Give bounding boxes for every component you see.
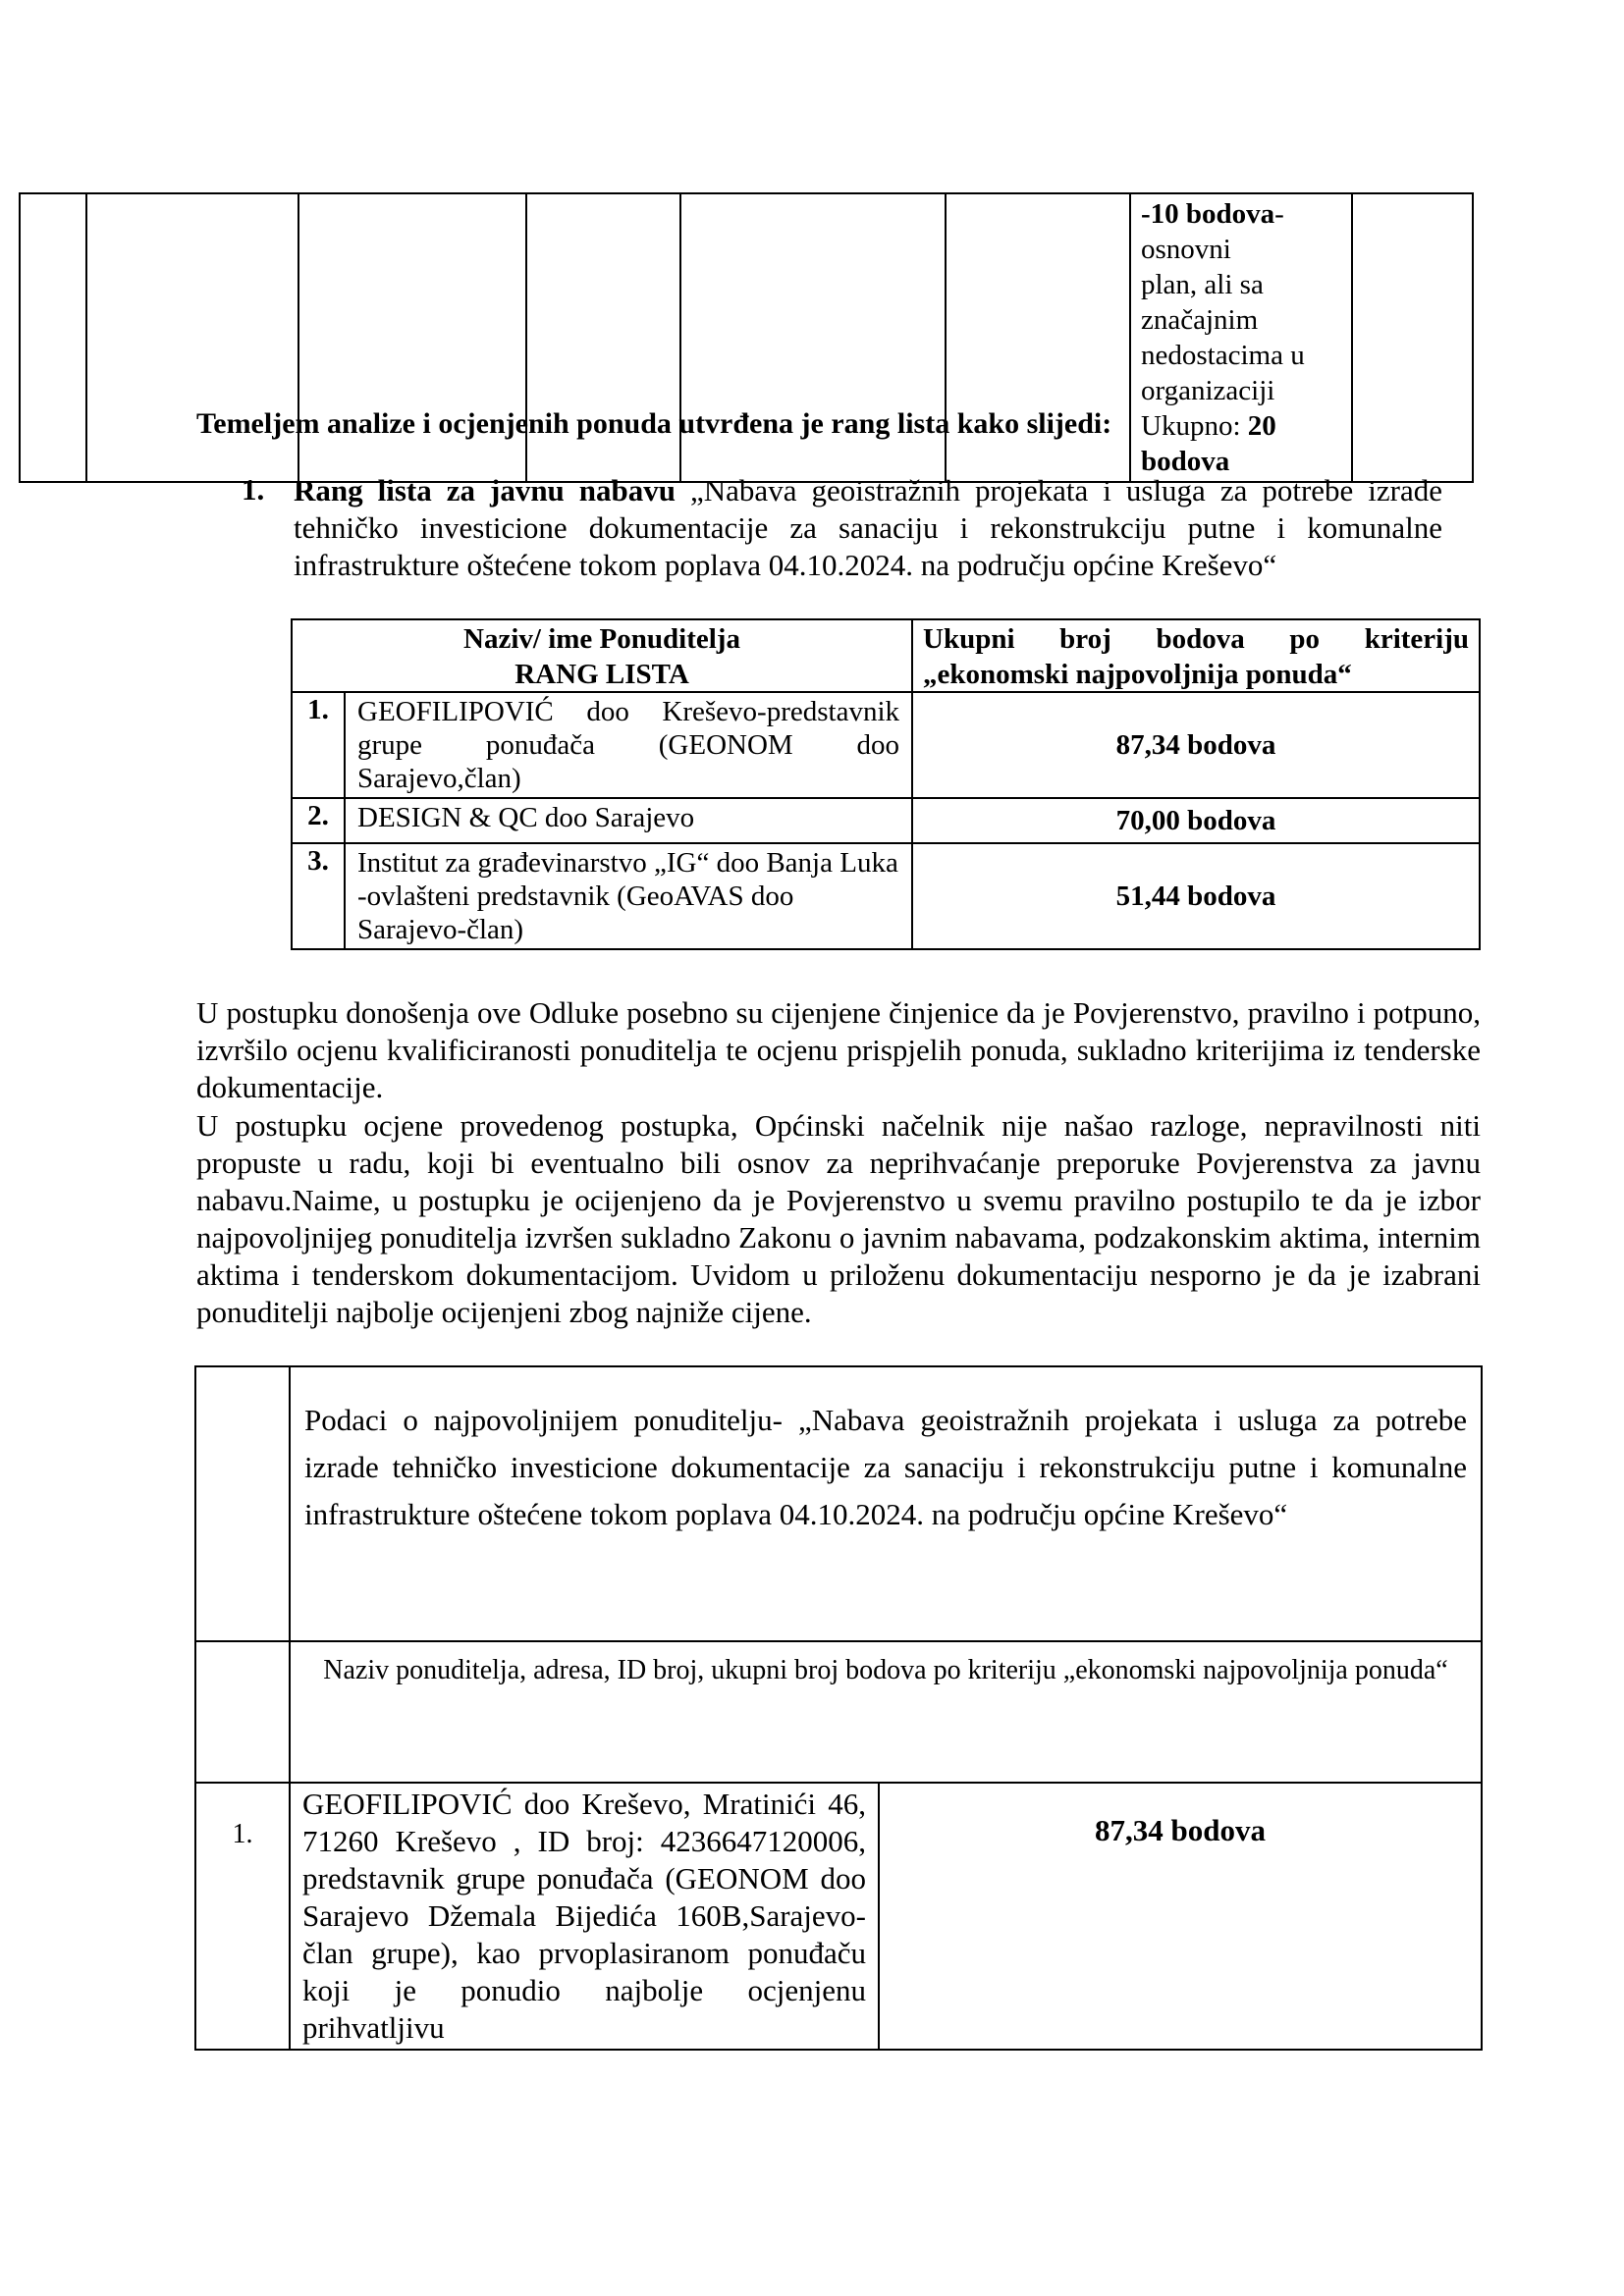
list-number: 1. xyxy=(242,472,265,507)
rank-num: 2. xyxy=(292,798,345,843)
paragraph: U postupku ocjene provedenog postupka, Općinski načelnik nije našao razloge, nepravilnosti niti propuste u radu, koji bi eventualno bili osnov za neprihvaćanje preporuke Povjerenstva za javnu nabavu.Naime, u postupku je ocijenjeno da je Povjerenstvo u svemu pravilno postupilo te da je izbor najpovoljnijeg ponuditelja izvršen sukladno Zakonu o javnim nabavama, podzakonskim aktima, internim aktima i tenderskom dokumentacijom. Uvidom u priloženu dokumentaciju nesporno je da je izabrani ponuditelji najbolje ocijenjeni zbog najniže cijene. xyxy=(196,1108,1481,1329)
best-bidder-subheader: Naziv ponuditelja, adresa, ID broj, ukupni broj bodova po kriteriju „ekonomski najpovoljnija ponuda“ xyxy=(290,1641,1482,1783)
points-desc: - osnovni xyxy=(1141,198,1284,265)
rank-list-intro: Rang lista za javnu nabavu „Nabava geoistražnih projekata i usluga za potrebe izrade tehničko investicione dokumentacije za sanaciju i rekonstrukciju putne i komunalne infrastrukture oštećene tokom poplava 04.10.2024. na području općine Kreševo“ xyxy=(294,473,1443,582)
rank-num: 3. xyxy=(292,843,345,949)
table-cell xyxy=(195,1641,290,1783)
table-row xyxy=(292,843,1480,949)
rank-num: 1. xyxy=(292,692,345,798)
table-row xyxy=(195,1783,1482,2050)
table-row xyxy=(292,692,1480,798)
rank-header-right: Ukupni broj bodova po kriteriju „ekonomski najpovoljnija ponuda“ xyxy=(912,619,1480,692)
points-desc: nedostacima u xyxy=(1141,340,1305,371)
paragraph: U postupku donošenja ove Odluke posebno su cijenjene činjenice da je Povjerenstvo, pravilno i potpuno, izvršilo ocjenu kvalificiranosti ponuditelja te ocjenu prispjelih ponuda, sukladno kriterijima iz tenderske dokumentacije. xyxy=(196,995,1481,1104)
criteria-description-cell xyxy=(1130,193,1352,482)
table-cell xyxy=(195,1366,290,1641)
table-cell xyxy=(20,193,86,482)
points-desc: organizaciji xyxy=(1141,375,1275,406)
rank-header-left: Naziv/ ime Ponuditelja RANG LISTA xyxy=(292,619,912,692)
table-cell xyxy=(1352,193,1473,482)
points-value: -10 bodova xyxy=(1141,198,1275,230)
table-row xyxy=(292,798,1480,843)
rank-name: GEOFILIPOVIĆ doo Kreševo-predstavnik grupe ponuđača (GEONOM doo Sarajevo,član) xyxy=(345,692,912,798)
best-bidder-title: Podaci o najpovoljnijem ponuditelju- „Nabava geoistražnih projekata i usluga za potrebe izrade tehničko investicione dokumentacije za sanaciju i rekonstrukciju putne i komunalne infrastrukture oštećene tokom poplava 04.10.2024. na području općine Kreševo“ xyxy=(290,1366,1482,1641)
points-desc: plan, ali sa značajnim xyxy=(1141,269,1264,336)
rank-name: Institut za građevinarstvo „IG“ doo Banja Luka -ovlašteni predstavnik (GeoAVAS doo Sarajevo-član) xyxy=(345,843,912,949)
total-label: Ukupno: xyxy=(1141,410,1248,442)
section-heading: Temeljem analize i ocjenjenih ponuda utvrđena je rang lista kako slijedi: xyxy=(196,407,1112,440)
rank-score: 51,44 bodova xyxy=(912,843,1480,949)
rank-table xyxy=(291,618,1481,950)
rank-score: 70,00 bodova xyxy=(912,798,1480,843)
best-bidder-table xyxy=(194,1365,1483,2051)
row-number: 1. xyxy=(195,1783,290,2050)
rank-score: 87,34 bodova xyxy=(912,692,1480,798)
best-bidder-score: 87,34 bodova xyxy=(879,1783,1482,2050)
best-bidder-details: GEOFILIPOVIĆ doo Kreševo, Mratinići 46, 71260 Kreševo , ID broj: 4236647120006, predstavnik grupe ponuđača (GEONOM doo Sarajevo Džemala Bijedića 160B,Sarajevo-član grupe), kao prvoplasiranom ponuđaču koji je ponudio najbolje ocjenjenu prihvatljivu xyxy=(290,1783,879,2050)
rank-name: DESIGN & QC doo Sarajevo xyxy=(345,798,912,843)
total-value: 20 bodova xyxy=(1141,410,1276,477)
